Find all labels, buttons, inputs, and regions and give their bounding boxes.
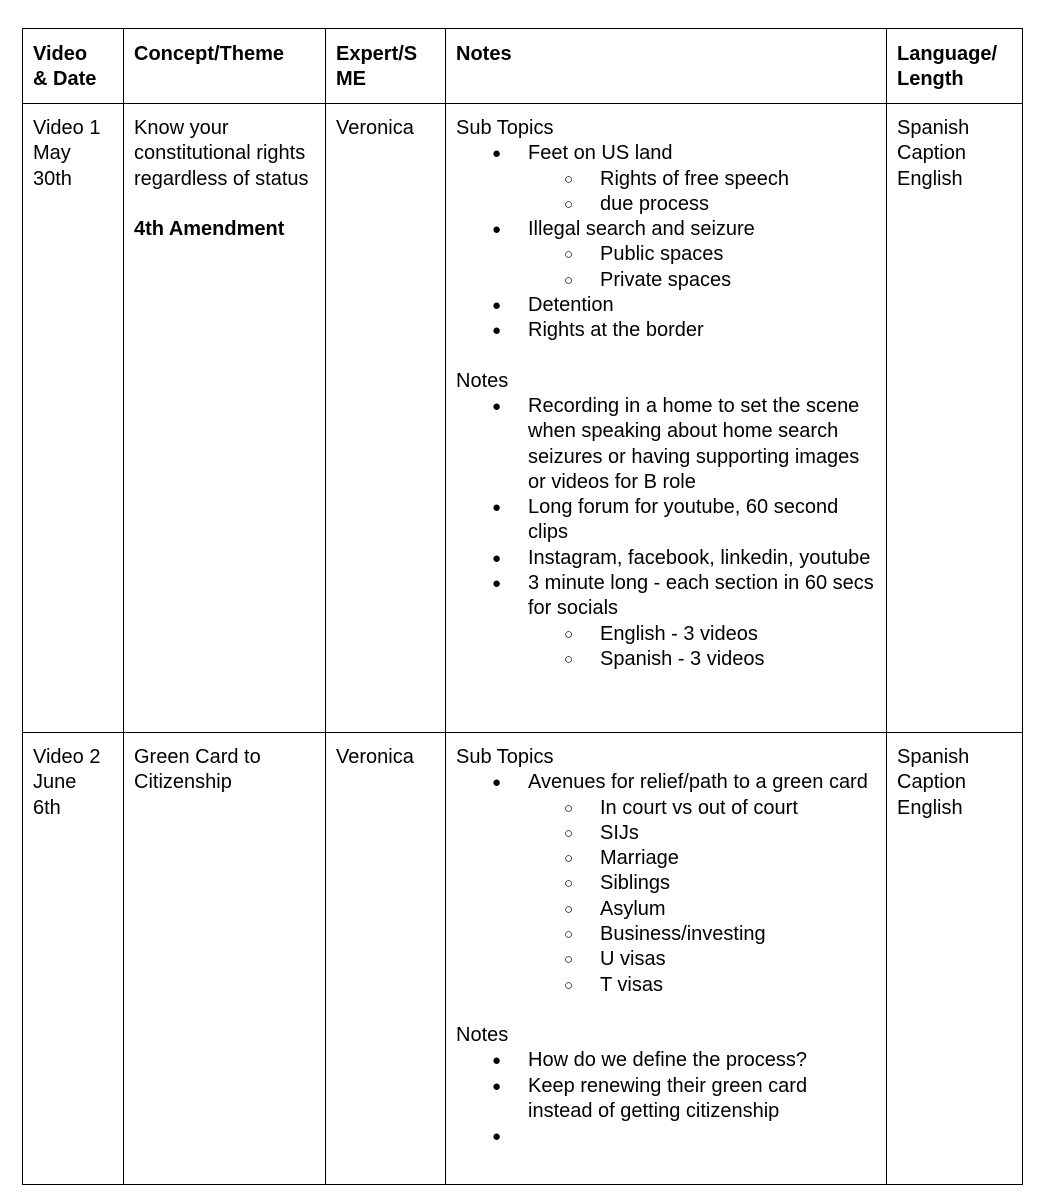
list-item: ● Feet on US land ○ Rights of free speech ○ due process: [528, 141, 876, 217]
language-item: English: [897, 796, 963, 819]
list-item: ○ Rights of free speech: [600, 167, 876, 192]
list-item: ○ T visas: [600, 973, 876, 998]
list-item: ○ Spanish - 3 videos: [600, 647, 876, 672]
notes-cell: [446, 104, 887, 733]
list-item: ○ Siblings: [600, 871, 876, 896]
expert-name: Veronica: [336, 117, 414, 139]
concept-bold-text: 4th Amendment: [134, 217, 285, 240]
language-item: Spanish: [897, 117, 970, 139]
list-item: ● Avenues for relief/path to a green card ○ In court vs out of court ○ SIJs ○ Marriage ○ Siblings ○ Asylum ○ Business/investing ○ U visas ○ T visas: [528, 770, 876, 998]
list-item: ● Instagram, facebook, linkedin, youtube: [528, 546, 876, 571]
header-expert-sme: Expert/SME: [326, 29, 446, 104]
language-item: English: [897, 167, 963, 190]
header-video-date: Video & Date: [23, 29, 124, 104]
list-item: ● Illegal search and seizure ○ Public spaces ○ Private spaces: [528, 217, 876, 293]
concept-text: Know your constitutional rights regardless of status: [134, 117, 309, 190]
list-item: ○ Marriage: [600, 846, 876, 871]
list-item: ● Recording in a home to set the scene when speaking about home search seizures or having supporting images or videos for B role: [528, 394, 876, 495]
video-date-cell: [23, 733, 124, 1185]
list-item: ○ Business/investing: [600, 922, 876, 947]
language-item: Caption: [897, 771, 966, 794]
video-label: Video 1: [33, 117, 101, 139]
list-item: ○ Asylum: [600, 897, 876, 922]
header-language-length: Language/ Length: [887, 29, 1023, 104]
expert-name: Veronica: [336, 746, 414, 768]
header-concept-theme: Concept/Theme: [124, 29, 326, 104]
list-item: ● 3 minute long - each section in 60 secs for socials ○ English - 3 videos ○ Spanish - 3 videos: [528, 571, 876, 672]
language-item: Spanish: [897, 746, 970, 768]
subtopics-label: Sub Topics: [456, 117, 554, 139]
list-item: ○ Public spaces: [600, 242, 876, 267]
video-label: Video 2: [33, 746, 101, 768]
subtopics-label: Sub Topics: [456, 746, 554, 768]
list-item: ○ In court vs out of court: [600, 796, 876, 821]
table-row: [23, 733, 1023, 1185]
expert-cell: [326, 733, 446, 1185]
list-item: ● Detention: [528, 293, 876, 318]
video-month: June: [33, 771, 77, 794]
video-day: 6th: [33, 796, 61, 819]
video-month: May: [33, 142, 71, 165]
expert-cell: [326, 104, 446, 733]
notes-list: [456, 1048, 876, 1149]
list-item: ● How do we define the process?: [528, 1048, 876, 1073]
language-cell: [887, 104, 1023, 733]
language-cell: [887, 733, 1023, 1185]
subtopics-list: [456, 770, 876, 998]
concept-cell: [124, 733, 326, 1185]
concept-cell: [124, 104, 326, 733]
list-item: ○ English - 3 videos: [600, 622, 876, 647]
list-item: [528, 1124, 876, 1149]
header-row: [23, 29, 1023, 104]
list-item: ● Keep renewing their green card instead of getting citizenship: [528, 1074, 876, 1125]
list-item: ● Rights at the border: [528, 318, 876, 343]
video-day: 30th: [33, 167, 72, 190]
concept-text: Green Card to Citizenship: [134, 746, 261, 794]
notes-cell: [446, 733, 887, 1185]
header-notes: Notes: [446, 29, 887, 104]
list-item: ● Long forum for youtube, 60 second clips: [528, 495, 876, 546]
subtopics-list: [456, 141, 876, 343]
notes-label: Notes: [456, 1023, 509, 1046]
content-plan-table: [22, 28, 1023, 1185]
video-date-cell: [23, 104, 124, 733]
list-item: ○ Private spaces: [600, 268, 876, 293]
notes-label: Notes: [456, 369, 509, 392]
list-item: ○ SIJs: [600, 821, 876, 846]
list-item: ○ U visas: [600, 947, 876, 972]
notes-list: [456, 394, 876, 672]
list-item: ○ due process: [600, 192, 876, 217]
table-row: [23, 104, 1023, 733]
language-item: Caption: [897, 142, 966, 165]
